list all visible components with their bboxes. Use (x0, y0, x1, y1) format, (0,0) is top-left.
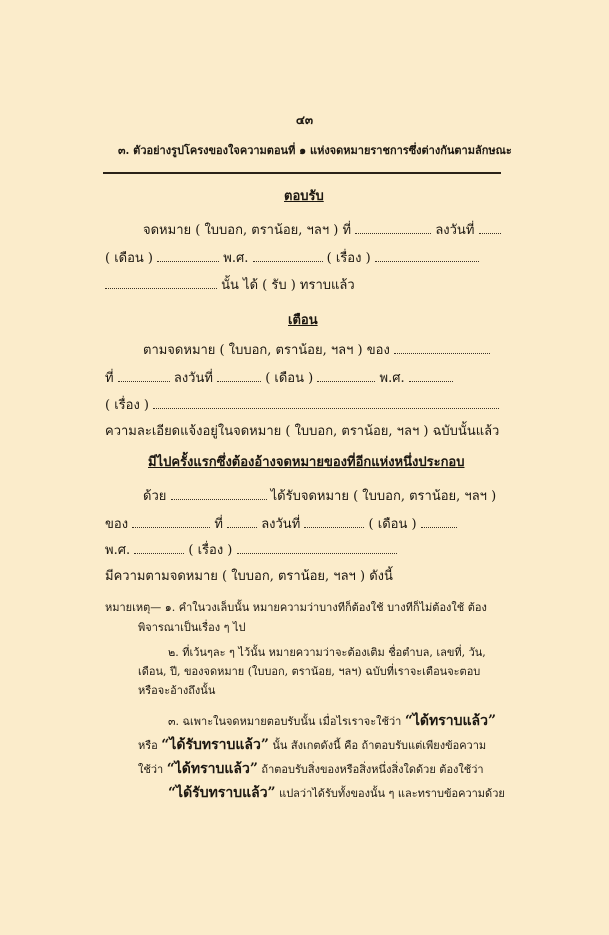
reply-line-1 (143, 223, 501, 239)
first-line-2-d: ( เดือน ) (368, 517, 417, 532)
remind-line-4-text: ความละเอียดแจ้งอยู่ในจดหมาย ( ใบบอก, ตราน้อย, ฯลฯ ) ฉบับนั้นแล้ว (105, 424, 500, 439)
first-line-1-b: ได้รับจดหมาย ( ใบบอก, ตราน้อย, ฯลฯ ) (270, 489, 497, 504)
note-3-quote-4: “ได้รับทราบแล้ว” (168, 785, 276, 801)
reply-line-2-c: ( เรื่อง ) (326, 251, 371, 266)
note-3-line-3-b: ถ้าตอบรับสิ่งของหรือสิ่งหนึ่งสิ่งใดด้วย ต้องใช้ว่า (261, 763, 484, 776)
first-line-2-b: ที่ (214, 517, 223, 532)
first-line-2 (105, 517, 457, 533)
first-title (148, 455, 465, 471)
fill-blank (421, 517, 457, 528)
fill-blank (134, 543, 184, 554)
note-3-line-3-a: ใช้ว่า (138, 763, 164, 776)
fill-blank (304, 517, 364, 528)
note-3-line-1 (168, 713, 496, 730)
fill-blank (394, 343, 490, 354)
remind-line-2 (105, 371, 453, 387)
first-line-2-a: ของ (105, 517, 129, 532)
note-3-quote-3: “ได้ทราบแล้ว” (166, 761, 258, 777)
first-title-text: มีไปครั้งแรกซึ่งต้องอ้างจดหมายของที่อีกแห่งหนึ่งประกอบ (148, 455, 465, 470)
fill-blank (375, 251, 479, 262)
reply-line-3 (105, 278, 355, 294)
fill-blank (132, 517, 210, 528)
note-1-line-1: หมายเหตุ— ๑. คำในวงเล็บนั้น หมายความว่าบางทีก็ต้องใช้ บางทีก็ไม่ต้องใช้ ต้อง (105, 601, 487, 614)
note-3-line-1-text: ๓. ฉเพาะในจดหมายตอบรับนั้น เมื่อไรเราจะใช้ว่า (168, 715, 402, 728)
first-line-3-b: ( เรื่อง ) (188, 543, 233, 558)
note-3-quote-1: “ได้ทราบแล้ว” (404, 713, 497, 729)
fill-blank (237, 543, 397, 554)
page-number: ๔๓ (295, 113, 314, 127)
remind-line-3 (105, 398, 499, 414)
fill-blank (409, 371, 453, 382)
remind-line-4 (105, 424, 499, 440)
fill-blank (253, 251, 323, 262)
first-line-3 (105, 543, 397, 559)
first-line-1-a: ด้วย (143, 489, 167, 504)
reply-title (284, 189, 324, 205)
first-line-3-a: พ.ศ. (105, 543, 131, 558)
note-2-line-3: หรือจะอ้างถึงนั้น (138, 684, 216, 697)
heading-rule (103, 172, 501, 174)
first-line-4 (105, 569, 393, 585)
fill-blank (217, 371, 261, 382)
note-3-line-4-text: แปลว่าได้รับทั้งของนั้น ๆ และทราบข้อความด้วย (279, 787, 505, 800)
note-3-quote-2: “ได้รับทราบแล้ว” (161, 737, 269, 753)
note-3-line-2 (138, 737, 486, 754)
remind-line-2-c: ( เดือน ) (265, 371, 314, 386)
reply-line-1-b: ลงวันที่ (435, 223, 475, 238)
section-heading: ๓. ตัวอย่างรูปโครงของใจความตอนที่ ๑ แห่งจดหมายราชการซึ่งต่างกันตามลักษณะ (118, 144, 512, 157)
note-2-line-1: ๒. ที่เว้นๆละ ๆ ไว้นั้น หมายความว่าจะต้องเติม ชื่อตำบล, เลขที่, วัน, (168, 646, 486, 659)
reply-line-1-a: จดหมาย ( ใบบอก, ตราน้อย, ฯลฯ ) ที่ (143, 223, 352, 238)
remind-title-text: เตือน (288, 313, 318, 328)
note-3-line-3 (138, 761, 484, 778)
reply-line-2-b: พ.ศ. (223, 251, 249, 266)
fill-blank (118, 371, 170, 382)
fill-blank (479, 223, 501, 234)
note-3-line-4 (168, 785, 505, 802)
reply-line-2-a: ( เดือน ) (105, 251, 153, 266)
first-line-1 (143, 489, 496, 505)
reply-line-3-text: นั้น ได้ ( รับ ) ทราบแล้ว (221, 278, 355, 293)
first-line-4-text: มีความตามจดหมาย ( ใบบอก, ตราน้อย, ฯลฯ ) ดังนี้ (105, 569, 393, 584)
fill-blank (153, 398, 499, 409)
fill-blank (317, 371, 375, 382)
remind-title (288, 313, 318, 329)
remind-line-1 (143, 343, 490, 359)
remind-line-3-text: ( เรื่อง ) (105, 398, 149, 413)
fill-blank (157, 251, 219, 262)
note-2-line-2: เดือน, ปี, ของจดหมาย (ใบบอก, ตราน้อย, ฯลฯ) ฉบับที่เราจะเตือนจะตอบ (138, 665, 481, 678)
remind-line-2-d: พ.ศ. (379, 371, 405, 386)
note-3-line-2-b: นั้น สังเกตดังนี้ คือ ถ้าตอบรับแต่เพียงข้อความ (272, 739, 487, 752)
note-1-line-2: พิจารณาเป็นเรื่อง ๆ ไป (138, 621, 246, 634)
reply-line-2 (105, 251, 479, 267)
fill-blank (355, 223, 431, 234)
first-line-2-c: ลงวันที่ (261, 517, 301, 532)
fill-blank (105, 278, 217, 289)
remind-line-2-b: ลงวันที่ (173, 371, 213, 386)
fill-blank (227, 517, 257, 528)
reply-title-text: ตอบรับ (284, 189, 324, 204)
remind-line-1-a: ตามจดหมาย ( ใบบอก, ตราน้อย, ฯลฯ ) ของ (143, 343, 390, 358)
note-3-line-2-a: หรือ (138, 739, 158, 752)
fill-blank (171, 489, 267, 500)
remind-line-2-a: ที่ (105, 371, 114, 386)
